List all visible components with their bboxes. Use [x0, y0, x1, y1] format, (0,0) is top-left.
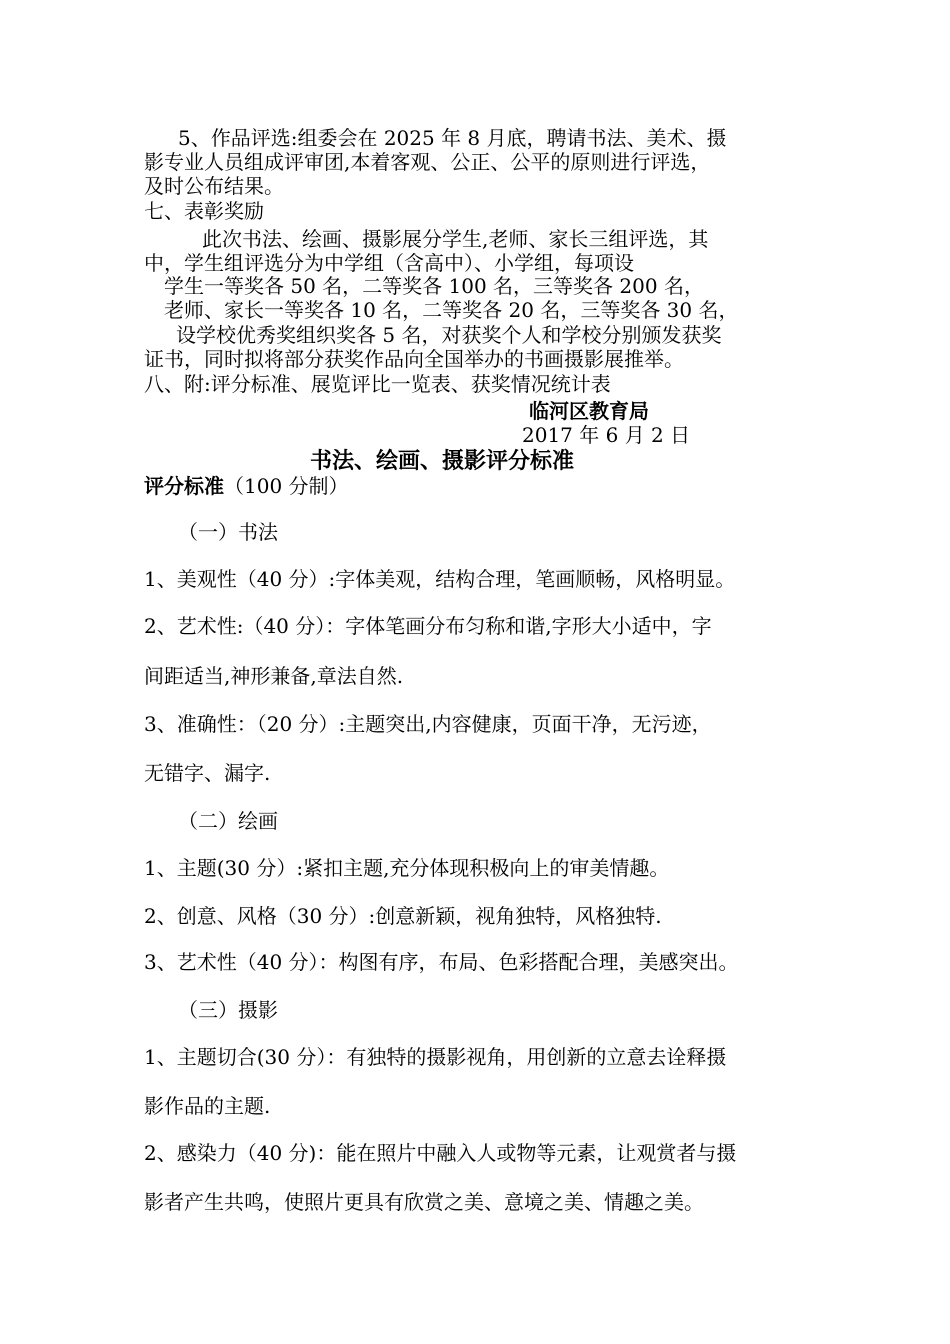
standards-subtitle-bold: 评分标准 [144, 474, 224, 498]
section7-heading: 七、表彰奖励 [144, 199, 264, 223]
section8-line: 八、附:评分标准、展览评比一览表、获奖情况统计表 [144, 372, 611, 396]
photography-item1-line2: 影作品的主题. [144, 1094, 271, 1118]
item5-line2: 影专业人员组成评审团,本着客观、公正、公平的原则进行评选， [144, 150, 711, 174]
photography-item1-line1: 1、主题切合(30 分）：有独特的摄影视角，用创新的立意去诠释摄 [144, 1045, 727, 1069]
issue-date: 2017 年 6 月 2 日 [522, 423, 691, 447]
calligraphy-item1: 1、美观性（40 分）:字体美观，结构合理，笔画顺畅，风格明显。 [144, 567, 736, 591]
standards-title: 书法、绘画、摄影评分标准 [310, 449, 575, 474]
standards-subtitle [144, 474, 349, 498]
photography-item2-line2: 影者产生共鸣，使照片更具有欣赏之美、意境之美、情趣之美。 [144, 1190, 704, 1214]
section7-line1: 此次书法、绘画、摄影展分学生,老师、家长三组评选，其 [202, 227, 709, 251]
photography-heading: （三）摄影 [178, 998, 278, 1022]
calligraphy-item3-line2: 无错字、漏字. [144, 761, 271, 785]
painting-heading: （二）绘画 [178, 809, 278, 833]
calligraphy-item3-line1: 3、准确性：（20 分）:主题突出,内容健康，页面干净，无污迹， [144, 712, 712, 736]
item5-line3: 及时公布结果。 [144, 174, 284, 198]
section7-line6: 证书，同时拟将部分获奖作品向全国举办的书画摄影展推举。 [144, 347, 684, 371]
painting-item2: 2、创意、风格（30 分）:创意新颖，视角独特，风格独特. [144, 904, 662, 928]
painting-item3: 3、艺术性（40 分）：构图有序，布局、色彩搭配合理，美感突出。 [144, 950, 739, 974]
calligraphy-item2-line1: 2、艺术性:（40 分）：字体笔画分布匀称和谐,字形大小适中，字 [144, 614, 712, 638]
section7-line4: 老师、家长一等奖各 10 名，二等奖各 20 名，三等奖各 30 名， [164, 298, 739, 322]
photography-item2-line1: 2、感染力（40 分)：能在照片中融入人或物等元素，让观赏者与摄 [144, 1141, 737, 1165]
section7-line2: 中，学生组评选分为中学组（含高中）、小学组，每项设 [144, 251, 634, 275]
calligraphy-heading: （一）书法 [178, 520, 278, 544]
section7-line3: 学生一等奖各 50 名，二等奖各 100 名，三等奖各 200 名， [164, 274, 704, 298]
standards-subtitle-rest: （100 分制） [224, 474, 349, 498]
calligraphy-item2-line2: 间距适当,神形兼备,章法自然. [144, 664, 404, 688]
item5-line1: 5、作品评选:组委会在 2025 年 8 月底，聘请书法、美术、摄 [178, 126, 727, 150]
section7-line5: 设学校优秀奖组织奖各 5 名，对获奖个人和学校分别颁发获奖 [176, 323, 722, 347]
painting-item1: 1、主题(30 分）:紧扣主题,充分体现积极向上的审美情趣。 [144, 856, 670, 880]
issuer-signature: 临河区教育局 [529, 399, 649, 423]
